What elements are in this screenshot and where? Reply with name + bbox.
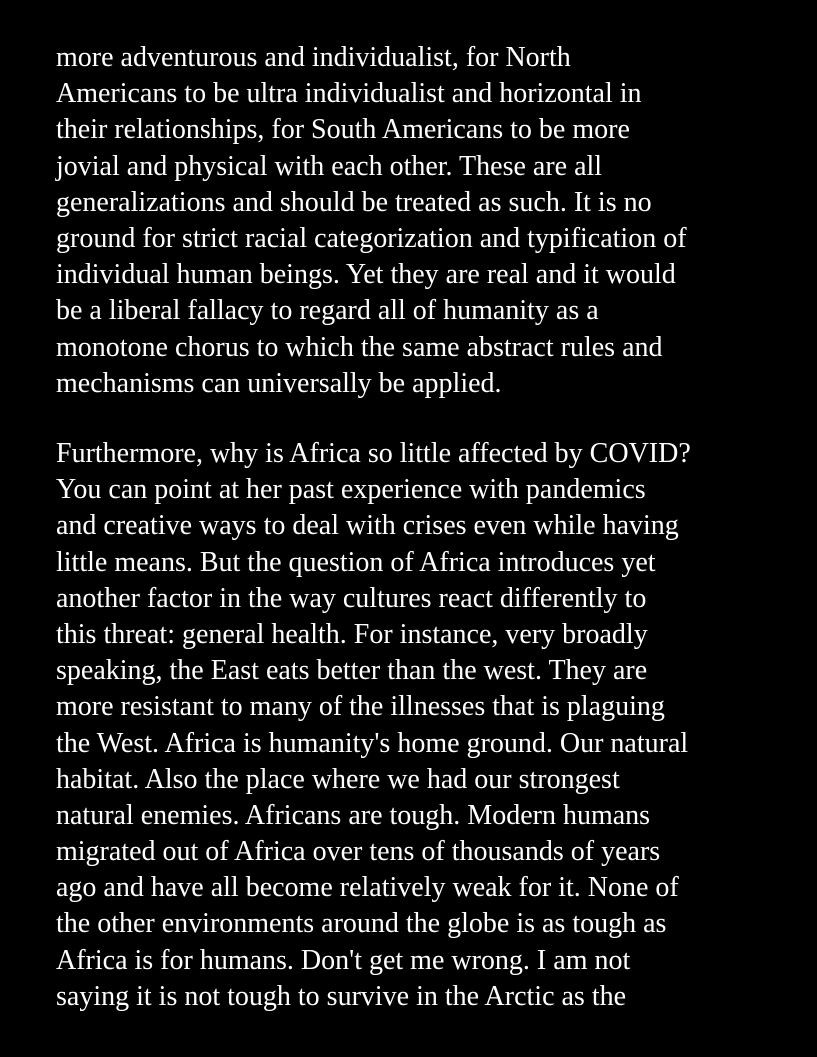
text-line: migrated out of Africa over tens of thousands of years: [56, 836, 661, 868]
text-line: generalizations and should be treated as such. It is no: [56, 186, 652, 218]
text-line: Americans to be ultra individualist and horizontal in: [56, 78, 642, 110]
text-line: little means. But the question of Africa introduces yet: [56, 546, 656, 578]
text-line: monotone chorus to which the same abstract rules and: [56, 331, 663, 363]
paragraph-2: [56, 436, 796, 1015]
text-line: mechanisms can universally be applied.: [56, 367, 502, 399]
text-line: be a liberal fallacy to regard all of humanity as a: [56, 295, 599, 327]
text-line: more adventurous and individualist, for North: [56, 42, 571, 73]
paragraph-1: [56, 40, 796, 402]
text-line: another factor in the way cultures react differently to: [56, 582, 647, 614]
text-line: You can point at her past experience with pandemics: [56, 474, 646, 506]
text-line: ago and have all become relatively weak for it. None of: [56, 872, 679, 904]
text-line: the West. Africa is humanity's home ground. Our natural: [56, 727, 689, 759]
text-line: saying it is not tough to survive in the Arctic as the: [56, 980, 627, 1012]
text-line: and creative ways to deal with crises even while having: [56, 510, 679, 542]
text-line: habitat. Also the place where we had our strongest: [56, 763, 620, 795]
text-line: Furthermore, why is Africa so little affected by COVID?: [56, 438, 691, 469]
text-line: natural enemies. Africans are tough. Modern humans: [56, 799, 651, 831]
text-line: more resistant to many of the illnesses that is plaguing: [56, 691, 665, 723]
text-line: individual human beings. Yet they are real and it would: [56, 259, 676, 291]
text-line: this threat: general health. For instance, very broadly: [56, 618, 648, 650]
text-line: speaking, the East eats better than the west. They are: [56, 655, 648, 687]
text-line: the other environments around the globe is as tough as: [56, 908, 667, 940]
text-line: ground for strict racial categorization and typification of: [56, 222, 687, 254]
text-line: their relationships, for South Americans to be more: [56, 114, 630, 146]
text-line: Africa is for humans. Don't get me wrong. I am not: [56, 944, 631, 976]
text-line: jovial and physical with each other. These are all: [56, 150, 603, 182]
